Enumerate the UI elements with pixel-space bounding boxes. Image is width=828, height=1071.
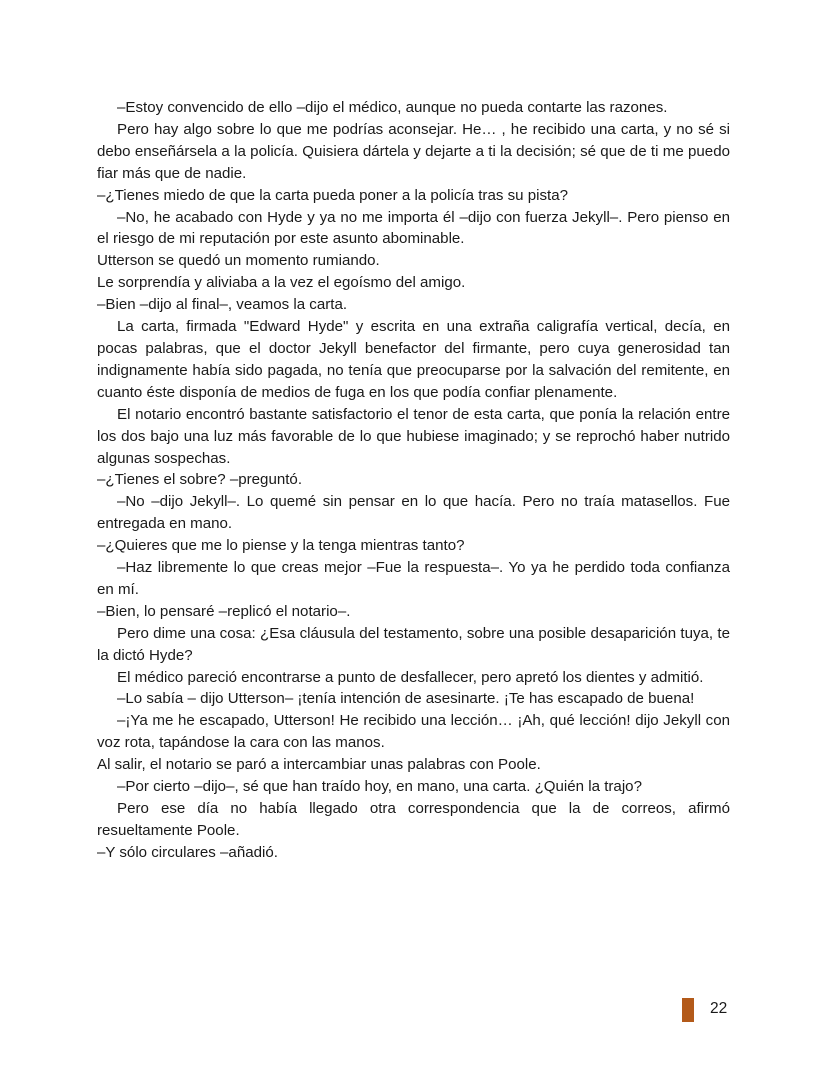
paragraph: –Haz libremente lo que creas mejor –Fue la respuesta–. Yo ya he perdido toda confianza en mí.	[97, 559, 730, 598]
paragraph: Le sorprendía y aliviaba a la vez el egoísmo del amigo.	[97, 274, 466, 292]
paragraph: El notario encontró bastante satisfactorio el tenor de esta carta, que ponía la relación entre los dos bajo una luz más favorable de lo que hubiese imaginado; y se reprochó haber nutrido algunas sospechas.	[97, 405, 730, 467]
paragraph: El médico pareció encontrarse a punto de desfallecer, pero apretó los dientes y admitió.	[117, 668, 704, 686]
paragraph: Utterson se quedó un momento rumiando.	[97, 252, 380, 270]
paragraph: Pero dime una cosa: ¿Esa cláusula del testamento, sobre una posible desaparición tuya, te la dictó Hyde?	[97, 624, 730, 664]
paragraph: –Lo sabía – dijo Utterson– ¡tenía intención de asesinarte. ¡Te has escapado de buena!	[117, 690, 695, 708]
paragraph: Al salir, el notario se paró a intercambiar unas palabras con Poole.	[97, 756, 541, 774]
body-text	[97, 97, 730, 864]
paragraph: –¡Ya me he escapado, Utterson! He recibido una lección… ¡Ah, qué lección! dijo Jekyll con voz rota, tapándose la cara con las manos.	[97, 712, 730, 752]
paragraph: La carta, firmada "Edward Hyde" y escrita en una extraña caligrafía vertical, decía, en pocas palabras, que el doctor Jekyll benefactor del firmante, pero cuya generosidad tan indignamente había sido pagada, no tenía que preocuparse por la salvación del remitente, en cuanto éste disponía de medios de fuga en los que podía confiar plenamente.	[97, 318, 730, 401]
paragraph: –Por cierto –dijo–, sé que han traído hoy, en mano, una carta. ¿Quién la trajo?	[117, 778, 642, 796]
page-marker-bar	[682, 998, 694, 1022]
paragraph: –¿Quieres que me lo piense y la tenga mientras tanto?	[97, 537, 465, 555]
paragraph: Pero hay algo sobre lo que me podrías aconsejar. He… , he recibido una carta, y no sé si debo enseñársela a la policía. Quisiera dártela y dejarte a ti la decisión; sé que de ti me puedo fiar más que de nadie.	[97, 120, 730, 182]
paragraph: –Y sólo circulares –añadió.	[97, 843, 278, 861]
page-number: 22	[710, 1000, 728, 1017]
paragraph: –No –dijo Jekyll–. Lo quemé sin pensar en lo que hacía. Pero no traía matasellos. Fue entregada en mano.	[97, 493, 730, 533]
paragraph: –¿Tienes el sobre? –preguntó.	[97, 471, 303, 489]
paragraph: –No, he acabado con Hyde y ya no me importa él –dijo con fuerza Jekyll–. Pero pienso en el riesgo de mi reputación por este asunto abominable.	[97, 208, 730, 248]
paragraph: –Estoy convencido de ello –dijo el médico, aunque no pueda contarte las razones.	[117, 99, 668, 116]
paragraph: –Bien –dijo al final–, veamos la carta.	[97, 296, 348, 314]
paragraph: –Bien, lo pensaré –replicó el notario–.	[97, 602, 351, 620]
paragraph: –¿Tienes miedo de que la carta pueda poner a la policía tras su pista?	[97, 186, 568, 204]
paragraph: Pero ese día no había llegado otra correspondencia que la de correos, afirmó resueltamente Poole.	[97, 800, 730, 839]
